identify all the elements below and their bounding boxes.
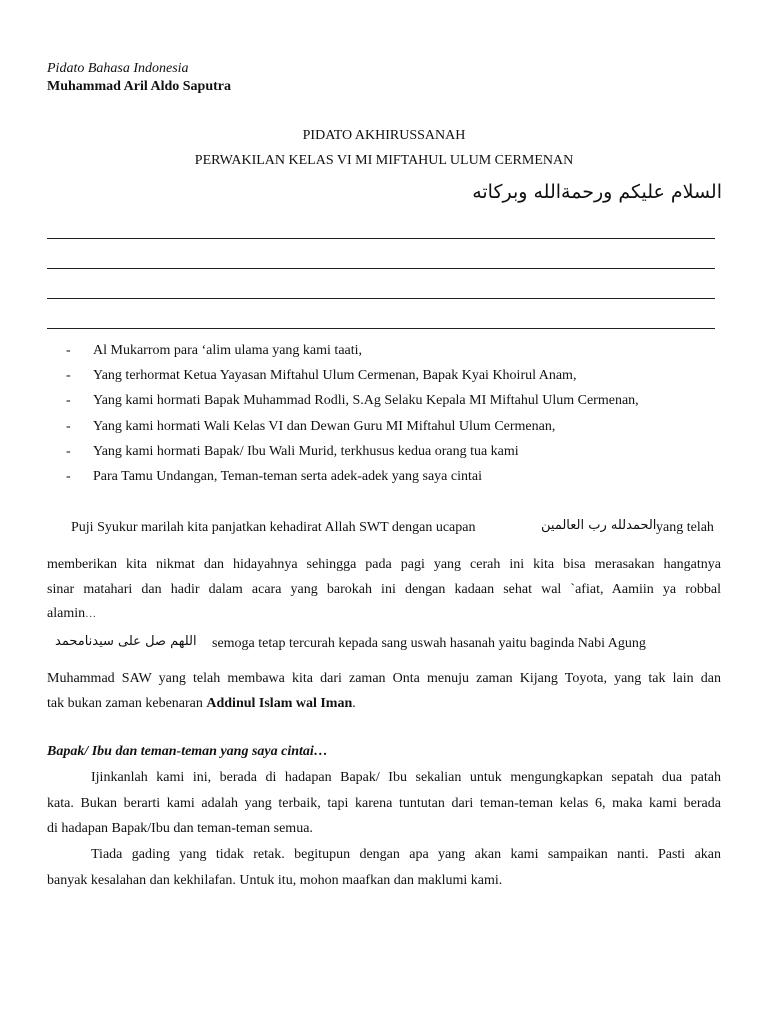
- section-heading: Bapak/ Ibu dan teman-teman yang saya cintai…: [47, 744, 328, 759]
- blank-line: [47, 298, 715, 299]
- blank-line: [47, 238, 715, 239]
- arabic-shalawat: [55, 634, 197, 650]
- paragraph-text: di hadapan Bapak/Ibu dan teman-teman semua.: [47, 821, 313, 836]
- paragraph-line: [47, 873, 502, 889]
- arabic-text: اللهم صل على سيدنامحمد: [55, 634, 197, 649]
- paragraph-text: yang telah: [656, 520, 714, 535]
- author-name: Muhammad Aril Aldo Saputra: [47, 79, 231, 94]
- paragraph-text: Puji Syukur marilah kita panjatkan kehadirat Allah SWT dengan ucapan: [71, 520, 476, 535]
- paragraph-line: [47, 770, 721, 786]
- ellipsis: …: [85, 608, 98, 620]
- paragraph-line: [71, 520, 475, 536]
- paragraph-line: [212, 636, 646, 652]
- paragraph-text: sinar matahari dan hadir dalam acara yang barokah ini dengan kadaan sehat wal `afiat, Aamiin ya robbal: [47, 582, 721, 597]
- paragraph-text: kata. Bukan berarti kami adalah yang terbaik, tapi karena tuntutan dari teman-teman kelas 6, maka kami berada: [47, 796, 721, 811]
- paragraph-line: [656, 520, 714, 536]
- bullet-dash: -: [66, 368, 71, 384]
- speech-subtitle: PERWAKILAN KELAS VI MI MIFTAHUL ULUM CERMENAN: [194, 153, 574, 168]
- course-label: Pidato Bahasa Indonesia: [47, 61, 189, 76]
- greeting-text: Yang terhormat Ketua Yayasan Miftahul Ulum Cermenan, Bapak Kyai Khoirul Anam,: [93, 368, 577, 384]
- paragraph-text: banyak kesalahan dan kekhilafan. Untuk itu, mohon maafkan dan maklumi kami.: [47, 873, 503, 888]
- paragraph-line: [47, 557, 721, 573]
- bullet-dash: -: [66, 418, 71, 434]
- paragraph-text: semoga tetap tercurah kepada sang uswah hasanah yaitu baginda Nabi Agung: [212, 636, 646, 651]
- paragraph-line: [47, 671, 721, 687]
- blank-line: [47, 328, 715, 329]
- bullet-dash: -: [66, 343, 71, 358]
- greeting-text: Al Mukarrom para ‘alim ulama yang kami taati,: [93, 343, 363, 358]
- arabic-hamdalah: [541, 518, 656, 534]
- paragraph-line: [47, 582, 721, 598]
- list-item: [66, 392, 639, 417]
- paragraph-line: [47, 821, 313, 837]
- bullet-dash: -: [66, 468, 71, 484]
- list-item: [66, 367, 639, 392]
- greetings-list: [66, 342, 639, 493]
- paragraph-text: Muhammad SAW yang telah membawa kita dari zaman Onta menuju zaman Kijang Toyota, yang tak lain dan: [47, 671, 721, 686]
- bullet-dash: -: [66, 393, 71, 409]
- greeting-text: Yang kami hormati Bapak Muhammad Rodli, S.Ag Selaku Kepala MI Miftahul Ulum Cermenan,: [93, 393, 639, 409]
- list-item: [66, 468, 639, 493]
- list-item: [66, 443, 639, 468]
- arabic-text: الحمدلله رب العالمين: [541, 518, 657, 533]
- speech-title: PIDATO AKHIRUSSANAH: [302, 128, 466, 143]
- list-item: [66, 342, 639, 367]
- paragraph-text: .: [352, 696, 356, 711]
- paragraph-line: [47, 696, 356, 712]
- list-item: [66, 418, 639, 443]
- emphasis-text: Addinul Islam wal Iman: [206, 696, 353, 711]
- blank-line: [47, 268, 715, 269]
- greeting-text: Para Tamu Undangan, Teman-teman serta adek-adek yang saya cintai: [93, 468, 482, 484]
- paragraph-text: Ijinkanlah kami ini, berada di hadapan Bapak/ Ibu sekalian untuk mengungkapkan sepatah dua patah: [91, 770, 721, 785]
- paragraph-text: memberikan kita nikmat dan hidayahnya sehingga pada pagi yang cerah ini kita bisa merasakan hangatnya: [47, 557, 721, 572]
- greeting-text: Yang kami hormati Bapak/ Ibu Wali Murid, terkhusus kedua orang tua kami: [93, 443, 519, 459]
- bullet-dash: -: [66, 443, 71, 459]
- paragraph-line: [47, 606, 97, 622]
- paragraph-line: [47, 847, 721, 863]
- greeting-text: Yang kami hormati Wali Kelas VI dan Dewan Guru MI Miftahul Ulum Cermenan,: [93, 418, 556, 434]
- paragraph-line: [47, 796, 721, 812]
- paragraph-text: alamin: [47, 606, 86, 621]
- paragraph-text: Tiada gading yang tidak retak. begitupun dengan apa yang akan kami sampaikan nanti. Pasti akan: [91, 847, 721, 862]
- arabic-salam: السلام عليكم ورحمةالله وبركاته: [472, 181, 722, 203]
- paragraph-text: tak bukan zaman kebenaran: [47, 696, 203, 711]
